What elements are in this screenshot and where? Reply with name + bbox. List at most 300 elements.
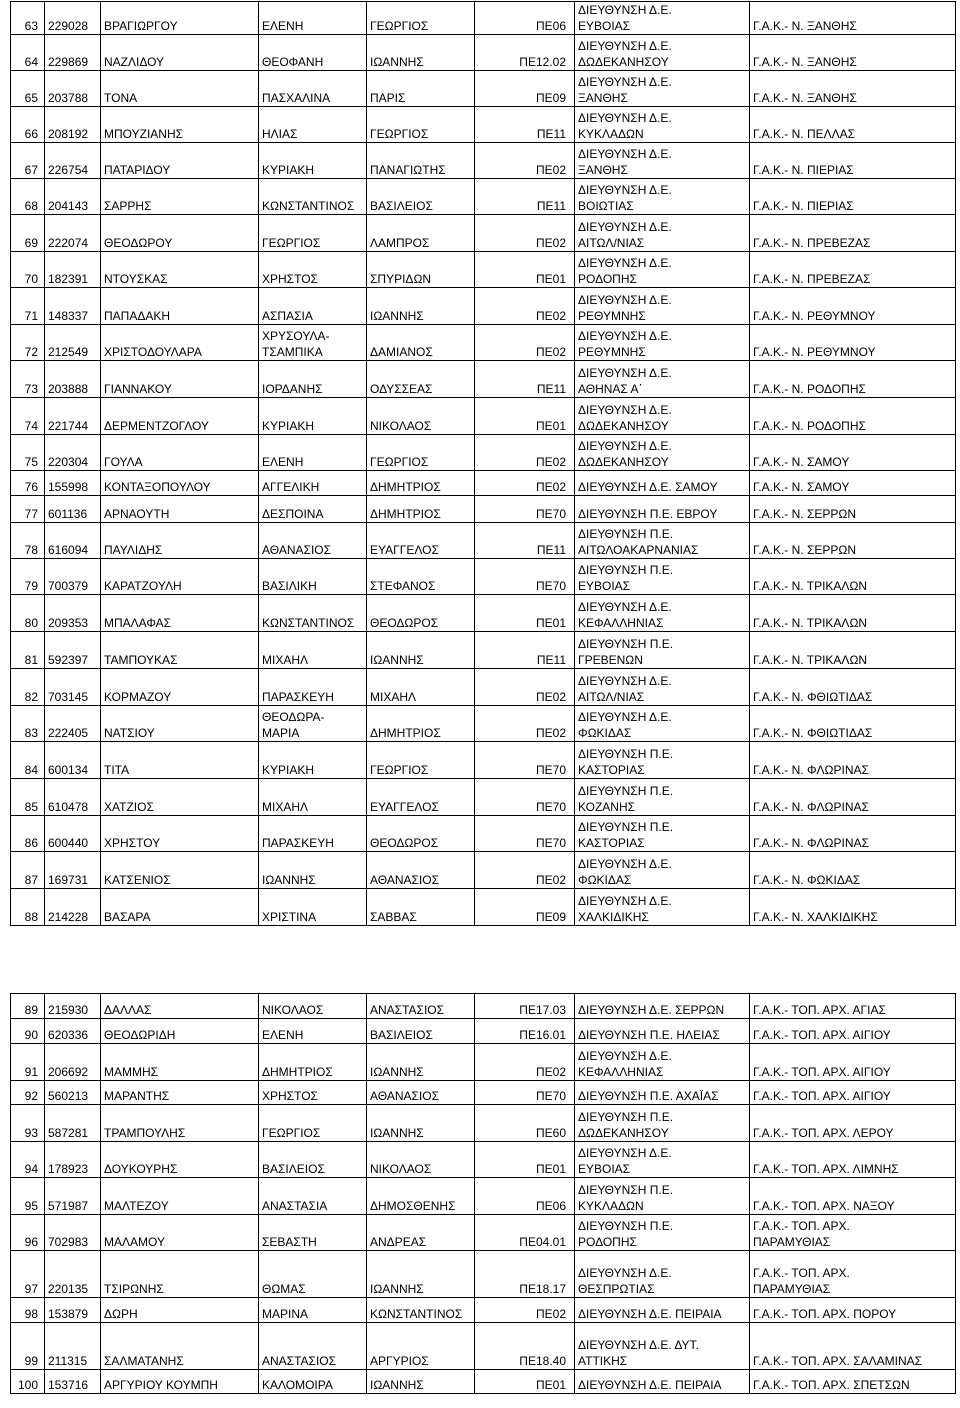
registry-code: 169731 (45, 852, 101, 889)
row-number: 89 (11, 994, 45, 1019)
first-name: ΕΛΕΝΗ (259, 2, 367, 35)
destination-unit-line: Γ.Α.Κ.- ΤΟΠ. ΑΡΧ. ΛΙΜΝΗΣ (753, 1162, 899, 1176)
father-name: ΠΑΝΑΓΙΩΤΗΣ (367, 143, 475, 179)
father-name: ΟΔΥΣΣΕΑΣ (367, 361, 475, 398)
surname: ΒΑΣΑΡΑ (101, 889, 259, 926)
surname: ΘΕΟΔΩΡΟΥ (101, 215, 259, 252)
father-name: ΔΑΜΙΑΝΟΣ (367, 325, 475, 361)
table-row (11, 252, 956, 288)
surname: ΜΑΛΤΕΖΟΥ (101, 1178, 259, 1215)
registry-code: 222405 (45, 706, 101, 742)
first-name: ΓΕΩΡΓΙΟΣ (259, 215, 367, 252)
origin-directorate-line: ΔΙΕΥΘΥΝΣΗ Δ.Ε. (578, 366, 672, 380)
origin-directorate (575, 559, 750, 595)
surname: ΒΡΑΓΙΩΡΓΟΥ (101, 2, 259, 35)
row-number: 76 (11, 471, 45, 496)
table-row (11, 325, 956, 361)
origin-directorate-line: ΑΙΤΩΛ/ΝΙΑΣ (578, 236, 645, 250)
origin-directorate (575, 288, 750, 325)
table-row (11, 1019, 956, 1044)
father-name: ΓΕΩΡΓΙΟΣ (367, 107, 475, 143)
surname: ΜΑΡΑΝΤΗΣ (101, 1081, 259, 1105)
destination-unit (750, 1323, 956, 1370)
table-row (11, 742, 956, 779)
table-row (11, 559, 956, 595)
table-row (11, 1323, 956, 1370)
father-name: ΛΑΜΠΡΟΣ (367, 215, 475, 252)
specialty: ΠΕ60 (475, 1105, 575, 1142)
first-name: ΒΑΣΙΛΕΙΟΣ (259, 1142, 367, 1178)
specialty: ΠΕ16.01 (475, 1019, 575, 1044)
destination-unit: Γ.Α.Κ.- Ν. ΠΡΕΒΕΖΑΣ (750, 252, 956, 288)
surname: ΝΑΤΣΙΟΥ (101, 706, 259, 742)
destination-unit: Γ.Α.Κ.- Ν. ΧΑΛΚΙΔΙΚΗΣ (750, 889, 956, 926)
surname: ΤΣΙΡΩΝΗΣ (101, 1251, 259, 1298)
destination-unit-line: Γ.Α.Κ.- ΤΟΠ. ΑΡΧ. (753, 1266, 850, 1280)
row-number: 81 (11, 632, 45, 669)
surname: ΧΡΗΣΤΟΥ (101, 816, 259, 852)
first-name: ΙΩΑΝΝΗΣ (259, 852, 367, 889)
origin-directorate-line: ΚΥΚΛΑΔΩΝ (578, 127, 644, 141)
first-name: ΚΩΝΣΤΑΝΤΙΝΟΣ (259, 179, 367, 215)
origin-directorate-line: ΔΙΕΥΘΥΝΣΗ Δ.Ε. (578, 293, 672, 307)
destination-unit: Γ.Α.Κ.- Ν. ΦΛΩΡΙΝΑΣ (750, 742, 956, 779)
origin-directorate-line: ΔΙΕΥΘΥΝΣΗ Δ.Ε. (578, 403, 672, 417)
origin-directorate-line: ΔΩΔΕΚΑΝΗΣΟΥ (578, 1126, 669, 1140)
table-row (11, 889, 956, 926)
surname: ΔΩΡΗ (101, 1298, 259, 1323)
registry-code: 212549 (45, 325, 101, 361)
origin-directorate-line: ΔΙΕΥΘΥΝΣΗ Δ.Ε. ΣΑΜΟΥ (578, 480, 718, 494)
destination-unit (750, 1298, 956, 1323)
table-row (11, 71, 956, 107)
origin-directorate-line: ΔΙΕΥΘΥΝΣΗ Δ.Ε. (578, 1146, 672, 1160)
specialty: ΠΕ01 (475, 1370, 575, 1394)
origin-directorate-line: ΔΙΕΥΘΥΝΣΗ Δ.Ε. (578, 894, 672, 908)
surname: ΜΑΛΑΜΟΥ (101, 1215, 259, 1251)
origin-directorate (575, 1298, 750, 1323)
specialty: ΠΕ04.01 (475, 1215, 575, 1251)
father-name: ΔΗΜΗΤΡΙΟΣ (367, 471, 475, 496)
origin-directorate (575, 471, 750, 496)
registry-code: 209353 (45, 595, 101, 632)
origin-directorate-line: ΔΙΕΥΘΥΝΣΗ Δ.Ε. ΣΕΡΡΩΝ (578, 1003, 725, 1017)
table-row (11, 143, 956, 179)
registry-code: 700379 (45, 559, 101, 595)
row-number: 99 (11, 1323, 45, 1370)
father-name: ΙΩΑΝΝΗΣ (367, 288, 475, 325)
origin-directorate (575, 252, 750, 288)
surname: ΠΑΤΑΡΙΔΟΥ (101, 143, 259, 179)
surname: ΓΟΥΛΑ (101, 435, 259, 471)
first-name: ΘΩΜΑΣ (259, 1251, 367, 1298)
table-row (11, 595, 956, 632)
origin-directorate (575, 361, 750, 398)
father-name: ΣΤΕΦΑΝΟΣ (367, 559, 475, 595)
origin-directorate-line: ΔΙΕΥΘΥΝΣΗ Δ.Ε. (578, 710, 672, 724)
first-name: ΗΛΙΑΣ (259, 107, 367, 143)
first-name: ΜΑΡΙΝΑ (259, 1298, 367, 1323)
row-number: 96 (11, 1215, 45, 1251)
first-name: ΑΝΑΣΤΑΣΙΑ (259, 1178, 367, 1215)
destination-unit-line: Γ.Α.Κ.- ΤΟΠ. ΑΡΧ. ΠΟΡΟΥ (753, 1307, 897, 1321)
destination-unit-line: Γ.Α.Κ.- ΤΟΠ. ΑΡΧ. ΑΙΓΙΟΥ (753, 1089, 891, 1103)
origin-directorate-line: ΔΙΕΥΘΥΝΣΗ Π.Ε. (578, 527, 674, 541)
first-name: ΣΕΒΑΣΤΗ (259, 1215, 367, 1251)
origin-directorate-line: ΚΑΣΤΟΡΙΑΣ (578, 836, 645, 850)
specialty: ΠΕ01 (475, 1142, 575, 1178)
registry-code: 208192 (45, 107, 101, 143)
origin-directorate-line: ΔΙΕΥΘΥΝΣΗ Π.Ε. (578, 637, 674, 651)
registry-code: 703145 (45, 669, 101, 706)
first-name (259, 325, 367, 361)
surname: ΔΕΡΜΕΝΤΖΟΓΛΟΥ (101, 398, 259, 435)
origin-directorate-line: ΔΙΕΥΘΥΝΣΗ Δ.Ε. (578, 1049, 672, 1063)
specialty: ΠΕ11 (475, 632, 575, 669)
origin-directorate (575, 1215, 750, 1251)
first-name: ΑΓΓΕΛΙΚΗ (259, 471, 367, 496)
origin-directorate-line: ΔΙΕΥΘΥΝΣΗ Δ.Ε. (578, 183, 672, 197)
origin-directorate (575, 852, 750, 889)
registry-code: 153879 (45, 1298, 101, 1323)
surname: ΤΡΑΜΠΟΥΛΗΣ (101, 1105, 259, 1142)
origin-directorate-line: ΔΩΔΕΚΑΝΗΣΟΥ (578, 55, 669, 69)
origin-directorate (575, 1081, 750, 1105)
origin-directorate (575, 1105, 750, 1142)
specialty: ΠΕ70 (475, 742, 575, 779)
origin-directorate (575, 2, 750, 35)
destination-unit: Γ.Α.Κ.- Ν. ΡΕΘΥΜΝΟΥ (750, 325, 956, 361)
row-number: 82 (11, 669, 45, 706)
origin-directorate-line: ΔΙΕΥΘΥΝΣΗ Δ.Ε. (578, 39, 672, 53)
father-name: ΑΝΑΣΤΑΣΙΟΣ (367, 994, 475, 1019)
registry-code: 214228 (45, 889, 101, 926)
row-number: 70 (11, 252, 45, 288)
father-name: ΘΕΟΔΩΡΟΣ (367, 595, 475, 632)
father-name: ΒΑΣΙΛΕΙΟΣ (367, 1019, 475, 1044)
row-number: 71 (11, 288, 45, 325)
row-number: 93 (11, 1105, 45, 1142)
specialty: ΠΕ02 (475, 435, 575, 471)
row-number: 88 (11, 889, 45, 926)
destination-unit: Γ.Α.Κ.- Ν. ΡΕΘΥΜΝΟΥ (750, 288, 956, 325)
specialty: ΠΕ02 (475, 143, 575, 179)
row-number: 77 (11, 496, 45, 523)
origin-directorate-line: ΔΩΔΕΚΑΝΗΣΟΥ (578, 419, 669, 433)
specialty: ΠΕ02 (475, 1298, 575, 1323)
table-row (11, 1081, 956, 1105)
row-number: 90 (11, 1019, 45, 1044)
surname: ΧΡΙΣΤΟΔΟΥΛΑΡΑ (101, 325, 259, 361)
registry-code: 229028 (45, 2, 101, 35)
origin-directorate-line: ΚΕΦΑΛΛΗΝΙΑΣ (578, 616, 664, 630)
origin-directorate-line: ΔΙΕΥΘΥΝΣΗ Π.Ε. ΕΒΡΟΥ (578, 507, 718, 521)
first-name: ΧΡΗΣΤΟΣ (259, 252, 367, 288)
destination-unit (750, 1081, 956, 1105)
surname: ΤΑΜΠΟΥΚΑΣ (101, 632, 259, 669)
father-name: ΘΕΟΔΩΡΟΣ (367, 816, 475, 852)
origin-directorate-line: ΔΙΕΥΘΥΝΣΗ Δ.Ε. ΠΕΙΡΑΙΑ (578, 1307, 722, 1321)
registry-code: 204143 (45, 179, 101, 215)
father-name: ΒΑΣΙΛΕΙΟΣ (367, 179, 475, 215)
registry-code: 571987 (45, 1178, 101, 1215)
origin-directorate (575, 779, 750, 816)
registry-code: 600134 (45, 742, 101, 779)
destination-unit: Γ.Α.Κ.- Ν. ΠΡΕΒΕΖΑΣ (750, 215, 956, 252)
father-name: ΑΡΓΥΡΙΟΣ (367, 1323, 475, 1370)
row-number: 94 (11, 1142, 45, 1178)
origin-directorate-line: ΔΙΕΥΘΥΝΣΗ Δ.Ε. (578, 329, 672, 343)
table-row (11, 35, 956, 71)
origin-directorate-line: ΦΩΚΙΔΑΣ (578, 726, 632, 740)
specialty: ΠΕ02 (475, 288, 575, 325)
origin-directorate (575, 143, 750, 179)
registry-code: 702983 (45, 1215, 101, 1251)
table-row (11, 398, 956, 435)
origin-directorate-line: ΔΙΕΥΘΥΝΣΗ Π.Ε. (578, 1183, 674, 1197)
destination-unit: Γ.Α.Κ.- Ν. ΦΛΩΡΙΝΑΣ (750, 779, 956, 816)
first-name: ΚΥΡΙΑΚΗ (259, 742, 367, 779)
destination-unit: Γ.Α.Κ.- Ν. ΦΘΙΩΤΙΔΑΣ (750, 706, 956, 742)
origin-directorate-line: ΔΙΕΥΘΥΝΣΗ Δ.Ε. (578, 75, 672, 89)
registry-code: 616094 (45, 523, 101, 559)
destination-unit-line: Γ.Α.Κ.- ΤΟΠ. ΑΡΧ. ΑΓΙΑΣ (753, 1003, 886, 1017)
destination-unit: Γ.Α.Κ.- Ν. ΦΩΚΙΔΑΣ (750, 852, 956, 889)
surname: ΜΠΑΛΑΦΑΣ (101, 595, 259, 632)
surname: ΜΑΜΜΗΣ (101, 1044, 259, 1081)
surname: ΝΤΟΥΣΚΑΣ (101, 252, 259, 288)
surname: ΣΑΡΡΗΣ (101, 179, 259, 215)
origin-directorate-line: ΑΙΤΩΛΟΑΚΑΡΝΑΝΙΑΣ (578, 543, 699, 557)
table-row (11, 816, 956, 852)
first-name: ΑΘΑΝΑΣΙΟΣ (259, 523, 367, 559)
row-number: 79 (11, 559, 45, 595)
table-row (11, 215, 956, 252)
first-name: ΕΛΕΝΗ (259, 1019, 367, 1044)
destination-unit (750, 1178, 956, 1215)
destination-unit-line: Γ.Α.Κ.- ΤΟΠ. ΑΡΧ. ΝΑΞΟΥ (753, 1199, 895, 1213)
father-name: ΝΙΚΟΛΑΟΣ (367, 1142, 475, 1178)
surname: ΤΟΝΑ (101, 71, 259, 107)
origin-directorate-line: ΔΙΕΥΘΥΝΣΗ Δ.Ε. (578, 1266, 672, 1280)
destination-unit: Γ.Α.Κ.- Ν. ΞΑΝΘΗΣ (750, 71, 956, 107)
surname: ΠΑΠΑΔΑΚΗ (101, 288, 259, 325)
surname: ΔΑΛΛΑΣ (101, 994, 259, 1019)
origin-directorate-line: ΦΩΚΙΔΑΣ (578, 873, 632, 887)
registry-code: 178923 (45, 1142, 101, 1178)
destination-unit: Γ.Α.Κ.- Ν. ΤΡΙΚΑΛΩΝ (750, 559, 956, 595)
table-row (11, 669, 956, 706)
registry-code: 206692 (45, 1044, 101, 1081)
row-number: 64 (11, 35, 45, 71)
origin-directorate-line: ΔΙΕΥΘΥΝΣΗ Δ.Ε. ΔΥΤ. (578, 1338, 699, 1352)
first-name: ΕΛΕΝΗ (259, 435, 367, 471)
origin-directorate-line: ΔΙΕΥΘΥΝΣΗ Π.Ε. ΑΧΑΪΑΣ (578, 1089, 719, 1103)
destination-unit: Γ.Α.Κ.- Ν. ΣΕΡΡΩΝ (750, 523, 956, 559)
first-name-line: ΜΑΡΙΑ (262, 726, 300, 740)
first-name (259, 706, 367, 742)
registry-code: 587281 (45, 1105, 101, 1142)
origin-directorate-line: ΔΙΕΥΘΥΝΣΗ Δ.Ε. (578, 220, 672, 234)
origin-directorate-line: ΒΟΙΩΤΙΑΣ (578, 199, 634, 213)
origin-directorate (575, 994, 750, 1019)
origin-directorate-line: ΡΕΘΥΜΝΗΣ (578, 345, 646, 359)
origin-directorate-line: ΘΕΣΠΡΩΤΙΑΣ (578, 1282, 655, 1296)
specialty: ΠΕ18.17 (475, 1251, 575, 1298)
origin-directorate-line: ΡΕΘΥΜΝΗΣ (578, 309, 646, 323)
table-row (11, 852, 956, 889)
origin-directorate-line: ΑΙΤΩΛ/ΝΙΑΣ (578, 690, 645, 704)
father-name: ΓΕΩΡΓΙΟΣ (367, 435, 475, 471)
origin-directorate (575, 706, 750, 742)
specialty: ΠΕ02 (475, 215, 575, 252)
first-name: ΜΙΧΑΗΛ (259, 632, 367, 669)
origin-directorate (575, 632, 750, 669)
specialty: ΠΕ01 (475, 398, 575, 435)
first-name: ΚΑΛΟΜΟΙΡΑ (259, 1370, 367, 1394)
registry-code: 221744 (45, 398, 101, 435)
specialty: ΠΕ02 (475, 669, 575, 706)
table-row (11, 471, 956, 496)
father-name: ΝΙΚΟΛΑΟΣ (367, 398, 475, 435)
row-number: 100 (11, 1370, 45, 1394)
specialty: ΠΕ09 (475, 889, 575, 926)
destination-unit (750, 1215, 956, 1251)
row-number: 92 (11, 1081, 45, 1105)
row-number: 66 (11, 107, 45, 143)
origin-directorate (575, 435, 750, 471)
surname: ΘΕΟΔΩΡΙΔΗ (101, 1019, 259, 1044)
surname: ΣΑΛΜΑΤΑΝΗΣ (101, 1323, 259, 1370)
destination-unit-line: Γ.Α.Κ.- ΤΟΠ. ΑΡΧ. ΛΕΡΟΥ (753, 1126, 894, 1140)
origin-directorate-line: ΔΙΕΥΘΥΝΣΗ Δ.Ε. (578, 857, 672, 871)
surname: ΤΙΤΑ (101, 742, 259, 779)
surname: ΑΡΝΑΟΥΤΗ (101, 496, 259, 523)
first-name: ΚΩΝΣΤΑΝΤΙΝΟΣ (259, 595, 367, 632)
father-name: ΣΑΒΒΑΣ (367, 889, 475, 926)
specialty: ΠΕ70 (475, 1081, 575, 1105)
surname: ΚΑΤΣΕΝΙΟΣ (101, 852, 259, 889)
first-name-line: ΤΣΑΜΠΙΚΑ (262, 345, 323, 359)
table-row (11, 107, 956, 143)
father-name: ΚΩΝΣΤΑΝΤΙΝΟΣ (367, 1298, 475, 1323)
origin-directorate-line: ΚΕΦΑΛΛΗΝΙΑΣ (578, 1065, 664, 1079)
origin-directorate-line: ΔΙΕΥΘΥΝΣΗ Δ.Ε. (578, 111, 672, 125)
table-row (11, 1142, 956, 1178)
registry-code: 610478 (45, 779, 101, 816)
row-number: 84 (11, 742, 45, 779)
registry-code: 560213 (45, 1081, 101, 1105)
destination-unit: Γ.Α.Κ.- Ν. ΡΟΔΟΠΗΣ (750, 398, 956, 435)
origin-directorate-line: ΔΙΕΥΘΥΝΣΗ Δ.Ε. (578, 256, 672, 270)
table-row (11, 706, 956, 742)
specialty: ΠΕ09 (475, 71, 575, 107)
surname: ΚΑΡΑΤΖΟΥΛΗ (101, 559, 259, 595)
origin-directorate-line: ΞΑΝΘΗΣ (578, 163, 628, 177)
destination-unit-line: ΠΑΡΑΜΥΘΙΑΣ (753, 1282, 831, 1296)
row-number: 86 (11, 816, 45, 852)
first-name: ΑΣΠΑΣΙΑ (259, 288, 367, 325)
origin-directorate-line: ΑΘΗΝΑΣ Α΄ (578, 382, 643, 396)
table-row (11, 435, 956, 471)
table-row (11, 496, 956, 523)
table-row (11, 1044, 956, 1081)
specialty: ΠΕ11 (475, 361, 575, 398)
row-number: 87 (11, 852, 45, 889)
origin-directorate-line: ΞΑΝΘΗΣ (578, 91, 628, 105)
row-number: 75 (11, 435, 45, 471)
father-name: ΓΕΩΡΓΙΟΣ (367, 2, 475, 35)
first-name: ΚΥΡΙΑΚΗ (259, 398, 367, 435)
registry-code: 203888 (45, 361, 101, 398)
specialty: ΠΕ11 (475, 107, 575, 143)
father-name: ΑΘΑΝΑΣΙΟΣ (367, 852, 475, 889)
origin-directorate-line: ΚΟΖΑΝΗΣ (578, 800, 636, 814)
table-row (11, 632, 956, 669)
origin-directorate-line: ΕΥΒΟΙΑΣ (578, 1162, 631, 1176)
first-name: ΧΡΙΣΤΙΝΑ (259, 889, 367, 926)
destination-unit: Γ.Α.Κ.- Ν. ΣΑΜΟΥ (750, 471, 956, 496)
first-name-line: ΘΕΟΔΩΡΑ- (262, 710, 325, 724)
row-number: 85 (11, 779, 45, 816)
origin-directorate (575, 1044, 750, 1081)
destination-unit: Γ.Α.Κ.- Ν. ΠΙΕΡΙΑΣ (750, 143, 956, 179)
row-number: 78 (11, 523, 45, 559)
first-name: ΜΙΧΑΗΛ (259, 779, 367, 816)
origin-directorate (575, 742, 750, 779)
origin-directorate (575, 1178, 750, 1215)
father-name: ΠΑΡΙΣ (367, 71, 475, 107)
destination-unit-line: Γ.Α.Κ.- ΤΟΠ. ΑΡΧ. ΑΙΓΙΟΥ (753, 1028, 891, 1042)
origin-directorate-line: ΕΥΒΟΙΑΣ (578, 579, 631, 593)
registry-code: 148337 (45, 288, 101, 325)
first-name: ΠΑΡΑΣΚΕΥΗ (259, 669, 367, 706)
surname: ΚΟΝΤΑΞΟΠΟΥΛΟΥ (101, 471, 259, 496)
registry-code: 220135 (45, 1251, 101, 1298)
destination-unit: Γ.Α.Κ.- Ν. ΦΘΙΩΤΙΔΑΣ (750, 669, 956, 706)
first-name: ΚΥΡΙΑΚΗ (259, 143, 367, 179)
origin-directorate-line: ΡΟΔΟΠΗΣ (578, 272, 637, 286)
origin-directorate-line: ΡΟΔΟΠΗΣ (578, 1235, 637, 1249)
origin-directorate-line: ΔΙΕΥΘΥΝΣΗ Δ.Ε. (578, 674, 672, 688)
first-name: ΠΑΣΧΑΛΙΝΑ (259, 71, 367, 107)
father-name: ΓΕΩΡΓΙΟΣ (367, 742, 475, 779)
father-name: ΙΩΑΝΝΗΣ (367, 1044, 475, 1081)
destination-unit-line: Γ.Α.Κ.- ΤΟΠ. ΑΡΧ. (753, 1219, 850, 1233)
row-number: 74 (11, 398, 45, 435)
father-name: ΑΝΔΡΕΑΣ (367, 1215, 475, 1251)
registry-code: 592397 (45, 632, 101, 669)
surname: ΜΠΟΥΖΙΑΝΗΣ (101, 107, 259, 143)
origin-directorate-line: ΔΙΕΥΘΥΝΣΗ Π.Ε. (578, 784, 674, 798)
destination-unit (750, 1019, 956, 1044)
first-name: ΧΡΗΣΤΟΣ (259, 1081, 367, 1105)
transfer-table-county (10, 1, 956, 926)
first-name: ΘΕΟΦΑΝΗ (259, 35, 367, 71)
surname: ΧΑΤΖΙΟΣ (101, 779, 259, 816)
specialty: ΠΕ70 (475, 779, 575, 816)
row-number: 68 (11, 179, 45, 215)
registry-code: 226754 (45, 143, 101, 179)
registry-code: 215930 (45, 994, 101, 1019)
table-row (11, 288, 956, 325)
registry-code: 155998 (45, 471, 101, 496)
origin-directorate-line: ΔΙΕΥΘΥΝΣΗ Π.Ε. ΗΛΕΙΑΣ (578, 1028, 720, 1042)
origin-directorate-line: ΕΥΒΟΙΑΣ (578, 19, 631, 33)
registry-code: 182391 (45, 252, 101, 288)
origin-directorate (575, 1323, 750, 1370)
destination-unit: Γ.Α.Κ.- Ν. ΠΙΕΡΙΑΣ (750, 179, 956, 215)
